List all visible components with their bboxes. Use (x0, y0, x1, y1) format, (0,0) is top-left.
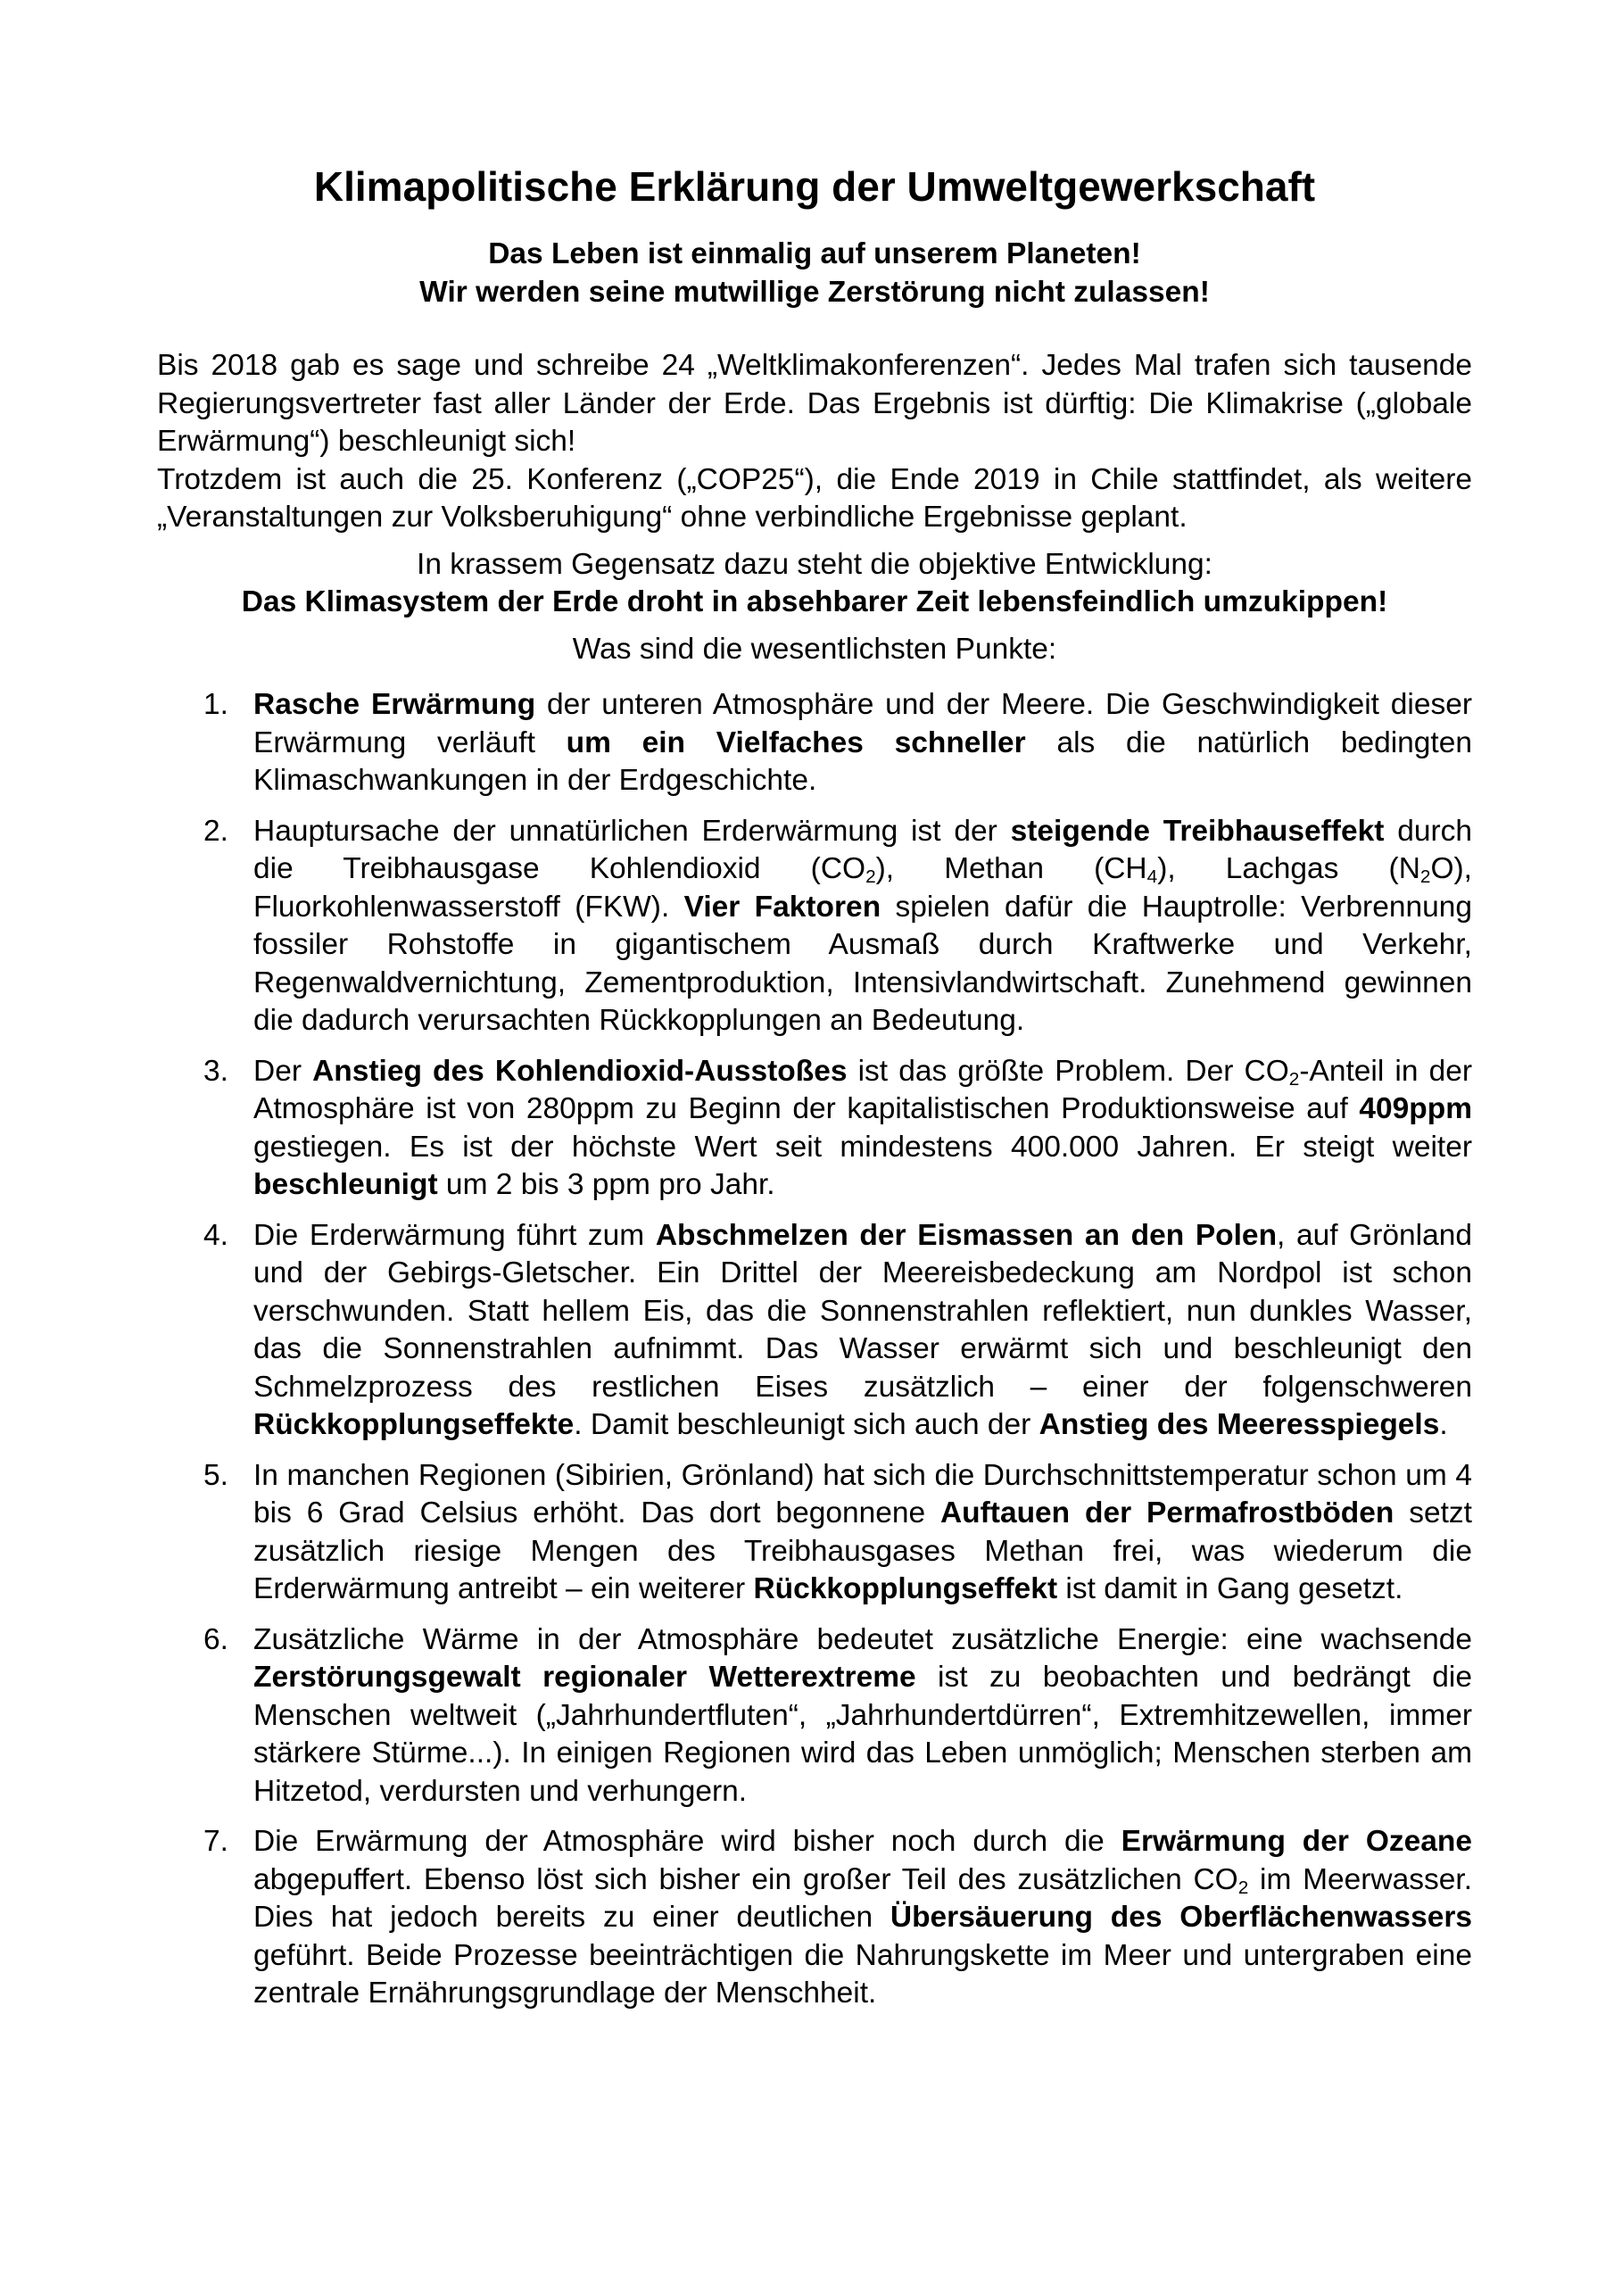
list-item: 7. Die Erwärmung der Atmosphäre wird bisher noch durch die Erwärmung der Ozeane abgepuffert. Ebenso löst sich bisher ein großer Teil des zusätzlichen $CO_2$ im Meerwasser. Dies hat jedoch bereits zu einer deutlichen Übersäuerung des Oberflächenwassers geführt. Beide Prozesse beeinträchtigen die Nahrungskette im Meer und untergraben eine zentrale Ernährungsgrundlage der Menschheit. (203, 1825, 1473, 2010)
list-number: 4. (203, 1218, 228, 1252)
list-item: 3. Der Anstieg des Kohlendioxid-Ausstoßes ist das größte Problem. Der $CO_2$-Anteil in der Atmosphäre ist von 280ppm zu Beginn der kapitalistischen Produktionsweise auf 409ppm gestiegen. Es ist der höchste Wert seit mindestens 400.000 Jahren. Er steigt weiter beschleunigt um 2 bis 3 ppm pro Jahr. (203, 1054, 1472, 1201)
list-number: 7. (203, 1825, 228, 1858)
list-item: 5. In manchen Regionen (Sibirien, Grönland) hat sich die Durchschnittstemperatur schon um 4 bis 6 Grad Celsius erhöht. Das dort begonnene Auftauen der Permafrostböden setzt zusätzlich riesige Mengen des Treibhausgases Methan frei, was wiederum die Erderwärmung antreibt – ein weiterer Rückkopplungseffekt ist damit in Gang gesetzt. (203, 1458, 1472, 1605)
intro-paragraph-1: Bis 2018 gab es sage und schreibe 24 „Weltklimakonferenzen“. Jedes Mal trafen sich tausende Regierungsvertreter fast aller Länder der Erde. Das Ergebnis ist dürftig: Die Klimakrise („globale Erwärmung“) beschleunigt sich! (157, 349, 1472, 458)
list-item: 4. Die Erderwärmung führt zum Abschmelzen der Eismassen an den Polen, auf Grönland und der Gebirgs-Gletscher. Ein Drittel der Meereisbedeckung am Nordpol ist schon verschwunden. Statt hellem Eis, das die Sonnenstrahlen reflektiert, nun dunkles Wasser, das die Sonnenstrahlen aufnimmt. Das Wasser erwärmt sich und beschleunigt den Schmelzprozess des restlichen Eises zusätzlich – einer der folgenschweren Rückkopplungseffekte. Damit beschleunigt sich auch der Anstieg des Meeresspiegels. (203, 1218, 1472, 1441)
list-item: 6. Zusätzliche Wärme in der Atmosphäre bedeutet zusätzliche Energie: eine wachsende Zerstörungsgewalt regionaler Wetterextreme ist zu beobachten und bedrängt die Menschen weltweit („Jahrhundertfluten“, „Jahrhundertdürren“, Extremhitzewellen, immer stärkere Stürme...). In einigen Regionen wird das Leben unmöglich; Menschen sterben am Hitzetod, verdursten und verhungern. (203, 1622, 1472, 1808)
points-list (157, 686, 1472, 2013)
list-number: 3. (203, 1054, 228, 1088)
list-number: 6. (203, 1622, 228, 1656)
subtitle-line-1: Das Leben ist einmalig auf unserem Planeten! (488, 237, 1141, 270)
list-number: 5. (203, 1458, 228, 1492)
list-number: 2. (203, 814, 228, 848)
points-intro: Was sind die wesentlichsten Punkte: (572, 632, 1057, 666)
document-title: Klimapolitische Erklärung der Umweltgewerkschaft (313, 163, 1316, 210)
document-page (157, 162, 1472, 2026)
list-item: 1. Rasche Erwärmung der unteren Atmosphäre und der Meere. Die Geschwindigkeit dieser Erwärmung verläuft um ein Vielfaches schneller als die natürlich bedingten Klimaschwankungen in der Erdgeschichte. (203, 688, 1473, 797)
contrast-line: In krassem Gegensatz dazu steht die objektive Entwicklung: (417, 547, 1212, 581)
list-number: 1. (203, 688, 228, 721)
intro-paragraph-2: Trotzdem ist auch die 25. Konferenz („COP25“), die Ende 2019 in Chile stattfindet, als weitere „Veranstaltungen zur Volksberuhigung“ ohne verbindliche Ergebnisse geplant. (157, 462, 1472, 534)
list-item: 2. Hauptursache der unnatürlichen Erderwärmung ist der steigende Treibhauseffekt durch die Treibhausgase Kohlendioxid $(CO_2)$, Methan $(CH_4)$, Lachgas $(N_2O)$, Fluorkohlenwasserstoff (FKW). Vier Faktoren spielen dafür die Hauptrolle: Verbrennung fossiler Rohstoffe in gigantischem Ausmaß durch Kraftwerke und Verkehr, Regenwaldvernichtung, Zementproduktion, Intensivlandwirtschaft. Zunehmend gewinnen die dadurch verursachten Rückkopplungen an Bedeutung. (203, 814, 1472, 1037)
warning-line: Das Klimasystem der Erde droht in absehbarer Zeit lebensfeindlich umzukippen! (241, 585, 1388, 618)
subtitle-line-2: Wir werden seine mutwillige Zerstörung nicht zulassen! (419, 275, 1210, 309)
